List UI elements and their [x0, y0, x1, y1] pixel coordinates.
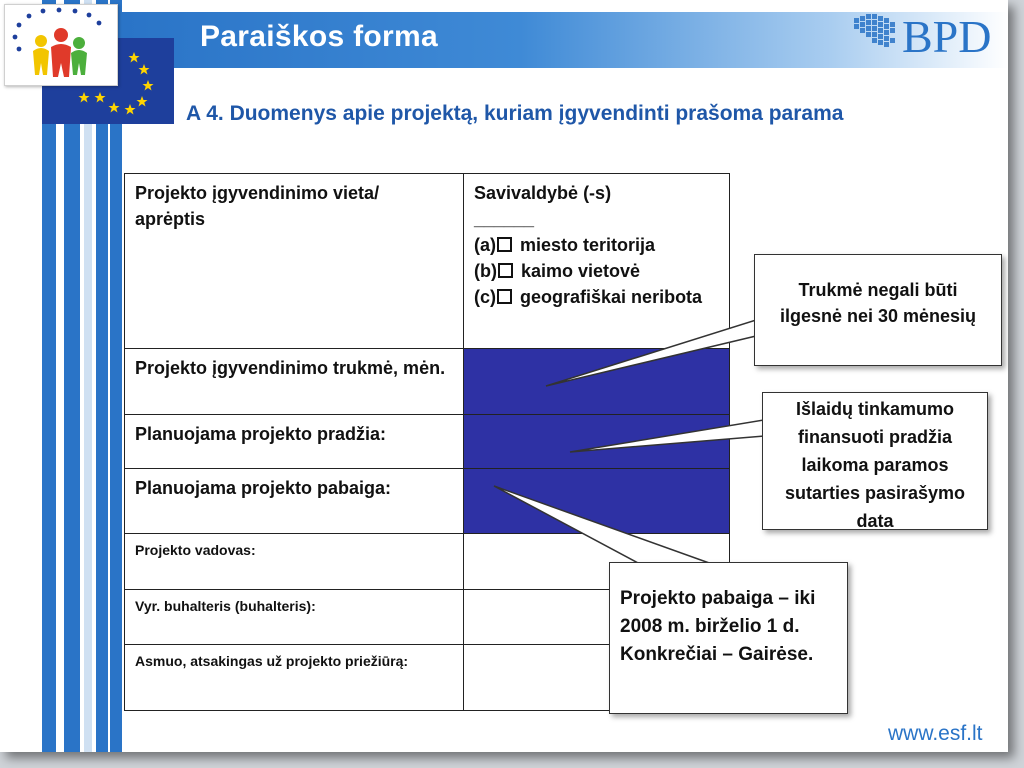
website-link[interactable]: www.esf.lt [888, 722, 983, 745]
option-urban[interactable]: (a) miesto teritorija [474, 235, 656, 255]
table-row [125, 469, 730, 534]
label-accountant: Vyr. buhalteris (buhalteris): [125, 590, 464, 645]
table-row [125, 174, 730, 349]
section-heading: A 4. Duomenys apie projektą, kuriam įgyvendinti prašoma parama [186, 102, 844, 125]
callout-start: Išlaidų tinkamumo finansuoti pradžia laikoma paramos sutarties pasirašymo data [762, 392, 988, 530]
end-date-field[interactable] [464, 469, 730, 534]
label-location: Projekto įgyvendinimo vieta/ aprėptis [125, 174, 464, 349]
bpd-map-icon [850, 8, 1002, 60]
label-supervisor: Asmuo, atsakingas už projekto priežiūrą: [125, 645, 464, 711]
label-duration: Projekto įgyvendinimo trukmė, mėn. [125, 349, 464, 415]
slide-title: Paraiškos forma [200, 20, 438, 53]
start-date-field[interactable] [464, 415, 730, 469]
bpd-logo [850, 8, 1002, 60]
table-row [125, 349, 730, 415]
municipality-blank: ______ [474, 209, 535, 229]
callout-duration: Trukmė negali būti ilgesnė nei 30 mėnesių [754, 254, 1002, 366]
people-logo-icon [5, 5, 117, 85]
checkbox-icon[interactable] [497, 289, 512, 304]
checkbox-icon[interactable] [497, 237, 512, 252]
duration-field[interactable] [464, 349, 730, 415]
label-start: Planuojama projekto pradžia: [125, 415, 464, 469]
option-unlimited[interactable]: (c) geografiškai neribota [474, 287, 703, 307]
label-end: Planuojama projekto pabaiga: [125, 469, 464, 534]
checkbox-icon[interactable] [498, 263, 513, 278]
bpd-brand-text: BPD [902, 11, 992, 60]
table-row [125, 415, 730, 469]
callout-end: Projekto pabaiga – iki 2008 m. birželio 1 d. Konkrečiai – Gairėse. [609, 562, 848, 714]
location-options-cell [464, 174, 730, 349]
municipality-heading: Savivaldybė (-s) [474, 183, 612, 203]
esf-logo [4, 4, 118, 86]
label-manager: Projekto vadovas: [125, 534, 464, 590]
option-rural[interactable]: (b) kaimo vietovė [474, 261, 641, 281]
